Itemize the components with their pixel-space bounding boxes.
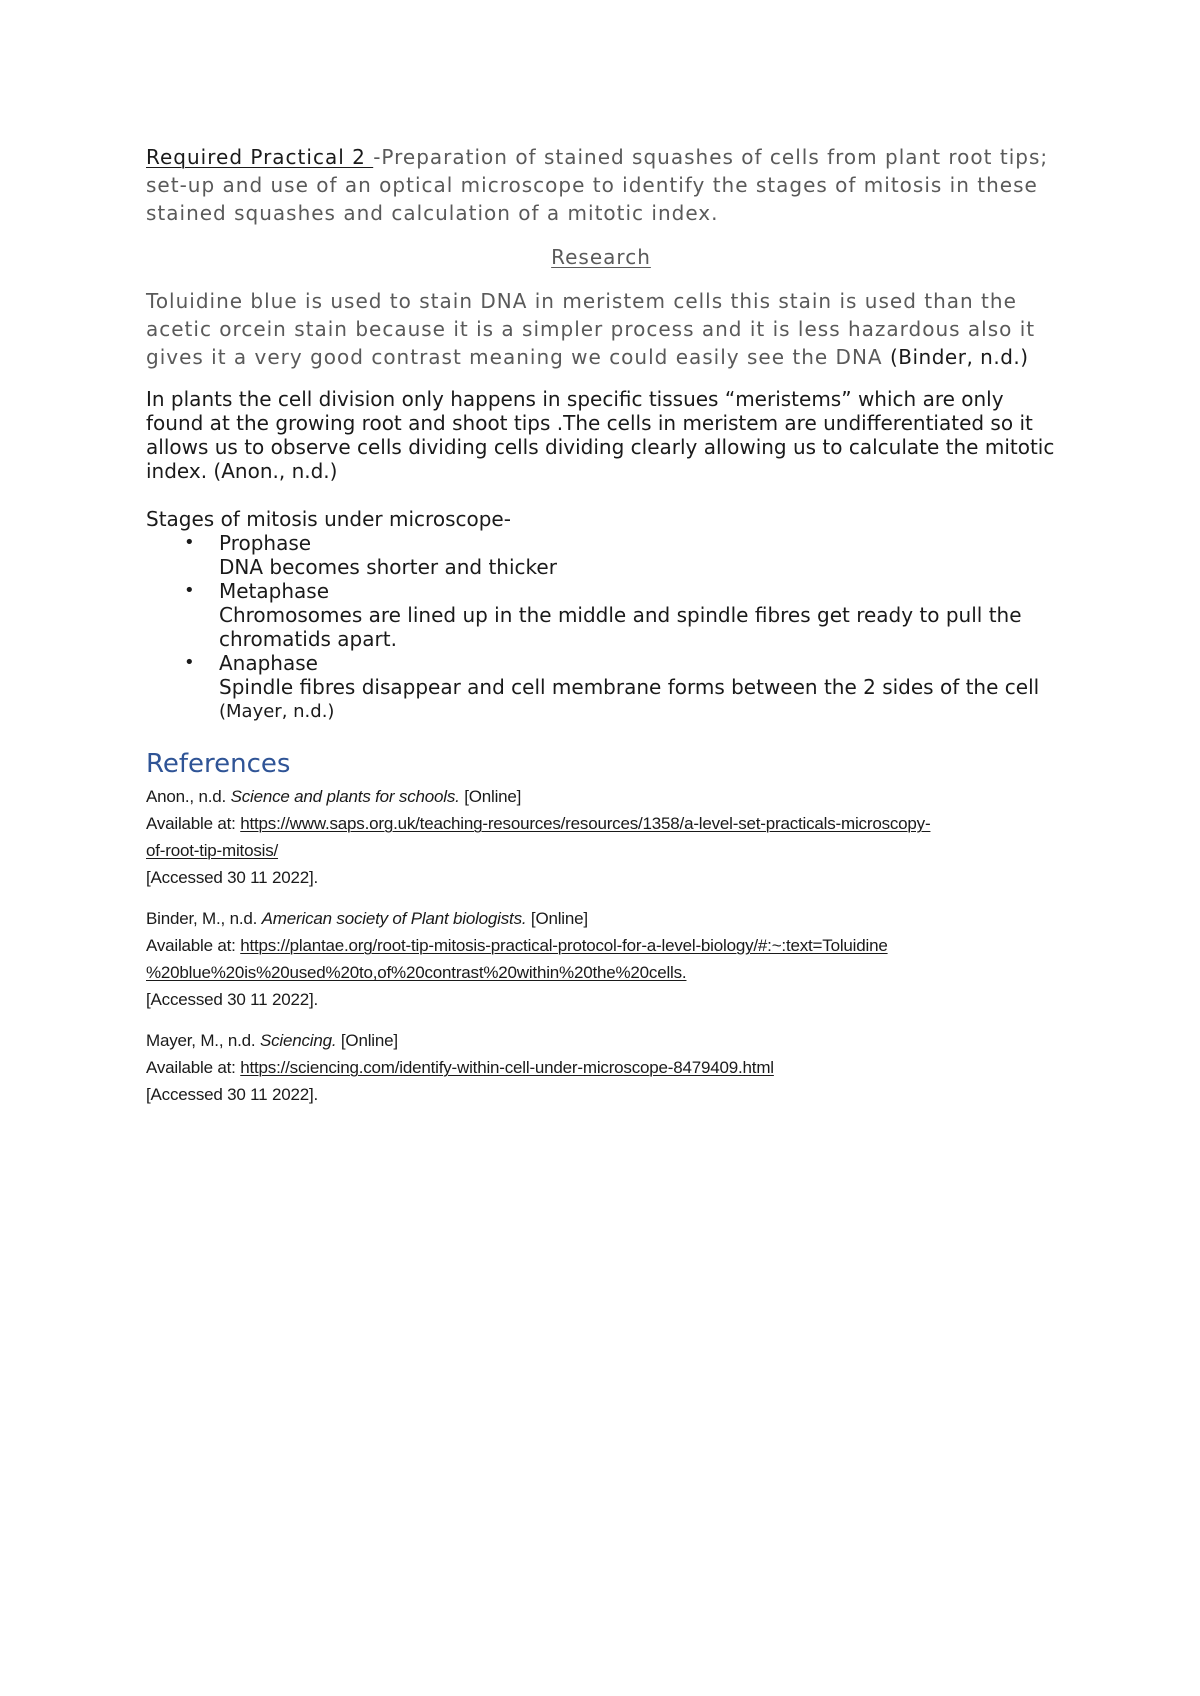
reference-author: Anon., n.d. bbox=[146, 787, 231, 806]
research-citation: (Binder, n.d.) bbox=[889, 345, 1029, 369]
references-heading: References bbox=[146, 749, 291, 779]
reference-link-continuation bbox=[146, 837, 1056, 864]
reference-citation-line bbox=[146, 1027, 1056, 1054]
research-heading: Research bbox=[551, 245, 651, 269]
reference-online: [Online] bbox=[459, 787, 522, 806]
reference-author: Binder, M., n.d. bbox=[146, 909, 262, 928]
stage-citation: (Mayer, n.d.) bbox=[219, 701, 335, 722]
practical-label: Required Practical 2 bbox=[146, 145, 374, 169]
reference-link[interactable]: https://sciencing.com/identify-within-cell-under-microscope-8479409.html bbox=[240, 1058, 774, 1077]
bullet-icon: • bbox=[184, 532, 195, 553]
practical-description: -Preparation of stained squashes of cells from plant root tips; set-up and use of an optical microscope to identify the stages of mitosis in these stained squashes and calculation of a mitotic index. bbox=[146, 145, 1049, 225]
reference-title: Science and plants for schools. bbox=[230, 787, 460, 806]
available-label: Available at: bbox=[146, 936, 241, 955]
reference-title: American society of Plant biologists. bbox=[261, 909, 527, 928]
reference-entry-mayer bbox=[146, 1027, 1056, 1108]
intro-paragraph bbox=[146, 143, 1056, 227]
reference-citation-line bbox=[146, 783, 1056, 810]
reference-available-line bbox=[146, 810, 1056, 837]
reference-link-cont[interactable]: of-root-tip-mitosis/ bbox=[146, 841, 279, 860]
reference-link[interactable]: https://plantae.org/root-tip-mitosis-practical-protocol-for-a-level-biology/#:~:text=Toluidine bbox=[240, 936, 888, 955]
reference-citation-line bbox=[146, 905, 1056, 932]
reference-author: Mayer, M., n.d. bbox=[146, 1031, 260, 1050]
research-text: Toluidine blue is used to stain DNA in meristem cells this stain is used than the acetic orcein stain because it is a simpler process and it is less hazardous also it gives it a very good contrast meaning we could easily see the DNA bbox=[146, 289, 1036, 369]
bullet-icon: • bbox=[184, 580, 195, 601]
stage-anaphase bbox=[146, 651, 1056, 725]
reference-title: Sciencing. bbox=[259, 1031, 337, 1050]
reference-entry-anon bbox=[146, 783, 1056, 891]
stage-description: DNA becomes shorter and thicker bbox=[219, 555, 557, 579]
stage-description: Spindle fibres disappear and cell membrane forms between the 2 sides of the cell bbox=[219, 675, 1040, 699]
reference-link[interactable]: https://www.saps.org.uk/teaching-resources/resources/1358/a-level-set-practicals-microscopy- bbox=[240, 814, 931, 833]
stage-description: Chromosomes are lined up in the middle and spindle fibres get ready to pull the chromatids apart. bbox=[219, 603, 1022, 651]
reference-available-line bbox=[146, 1054, 1056, 1081]
available-label: Available at: bbox=[146, 1058, 241, 1077]
research-paragraph bbox=[146, 287, 1056, 371]
reference-online: [Online] bbox=[526, 909, 588, 928]
stage-name: Prophase bbox=[219, 531, 312, 555]
reference-accessed: [Accessed 30 11 2022]. bbox=[146, 868, 319, 887]
reference-entry-binder bbox=[146, 905, 1056, 1013]
reference-accessed: [Accessed 30 11 2022]. bbox=[146, 990, 319, 1009]
bullet-icon: • bbox=[184, 652, 195, 673]
reference-available-line bbox=[146, 932, 1056, 959]
document-body bbox=[146, 143, 1056, 1122]
reference-online: [Online] bbox=[336, 1031, 398, 1050]
reference-link-continuation bbox=[146, 959, 1056, 986]
stages-list bbox=[146, 531, 1056, 725]
stage-prophase bbox=[146, 531, 1056, 579]
reference-link-cont[interactable]: %20blue%20is%20used%20to,of%20contrast%20within%20the%20cells. bbox=[146, 963, 687, 982]
meristem-paragraph: In plants the cell division only happens in specific tissues “meristems” which are only found at the growing root and shoot tips .The cells in meristem are undifferentiated so it allows us to observe cells dividing cells dividing clearly allowing us to calculate the mitotic index. (Anon., n.d.) bbox=[146, 387, 1055, 483]
stages-intro: Stages of mitosis under microscope- bbox=[146, 507, 511, 531]
stage-metaphase bbox=[146, 579, 1056, 651]
stage-name: Anaphase bbox=[219, 651, 318, 675]
reference-accessed: [Accessed 30 11 2022]. bbox=[146, 1085, 319, 1104]
available-label: Available at: bbox=[146, 814, 241, 833]
stage-name: Metaphase bbox=[219, 579, 330, 603]
